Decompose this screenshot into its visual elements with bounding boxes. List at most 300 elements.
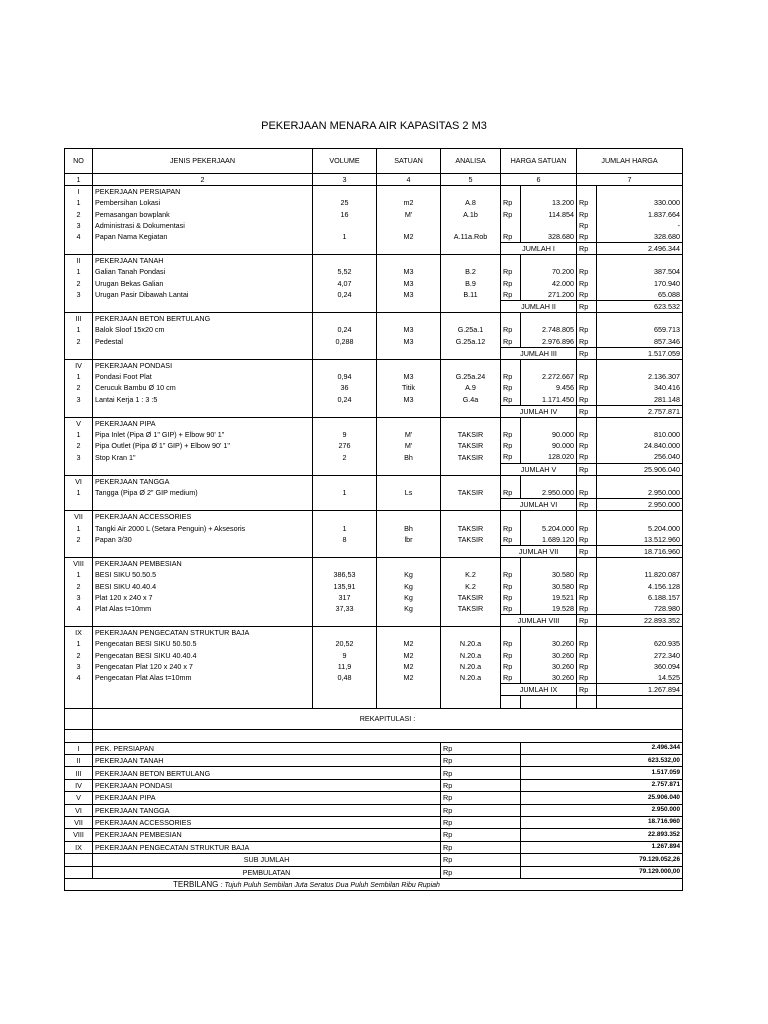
item-analysis: B.11 [441, 289, 501, 301]
empty-cell [577, 511, 597, 523]
item-unit-price: 1.689.120 [521, 534, 577, 546]
item-total-currency: Rp [577, 603, 597, 615]
section-total-label: JUMLAH IX [501, 684, 577, 696]
recap-currency: Rp [441, 816, 521, 828]
item-unit: Bh [377, 523, 441, 534]
empty-cell [597, 627, 683, 639]
rounded-currency: Rp [441, 866, 521, 878]
empty-cell [313, 313, 377, 325]
section-total-currency: Rp [577, 301, 597, 313]
empty-cell [501, 511, 521, 523]
item-unit-price: 30.260 [521, 650, 577, 661]
empty-cell [65, 684, 93, 696]
header-harga: HARGA SATUAN [501, 149, 577, 174]
item-analysis [441, 220, 501, 231]
item-volume: 16 [313, 209, 377, 220]
table-row [65, 440, 683, 451]
item-total-price: 281.148 [597, 394, 683, 406]
item-unit-price: 90.000 [521, 429, 577, 440]
empty-cell [577, 313, 597, 325]
recap-name: PEKERJAAN ACCESSORIES [93, 816, 441, 828]
section-header-row [65, 255, 683, 267]
item-unit: M2 [377, 672, 441, 684]
table-row [65, 324, 683, 335]
empty-cell [441, 360, 501, 372]
spacer-row [65, 729, 683, 742]
section-total-currency: Rp [577, 463, 597, 475]
section-total-currency: Rp [577, 546, 597, 558]
item-analysis: A.1b [441, 209, 501, 220]
empty-cell [501, 558, 521, 570]
recap-number: III [65, 767, 93, 779]
item-unit: Kg [377, 603, 441, 615]
section-total-row [65, 684, 683, 696]
recap-name: PEKERJAAN TANGGA [93, 804, 441, 816]
empty-cell [597, 255, 683, 267]
recap-number: I [65, 742, 93, 754]
item-unit-price: 30.260 [521, 672, 577, 684]
item-total-currency: Rp [577, 534, 597, 546]
item-number: 1 [65, 639, 93, 650]
item-volume: 0,48 [313, 672, 377, 684]
item-unit: M2 [377, 639, 441, 650]
header-jenis: JENIS PEKERJAAN [93, 149, 313, 174]
item-unit: M3 [377, 324, 441, 335]
item-total-currency: Rp [577, 581, 597, 592]
item-number: 1 [65, 371, 93, 382]
table-row [65, 220, 683, 231]
item-price-currency: Rp [501, 672, 521, 684]
item-volume: 2 [313, 452, 377, 464]
empty-cell [441, 499, 501, 511]
table-row [65, 534, 683, 546]
empty-cell [441, 255, 501, 267]
empty-cell [521, 255, 577, 267]
item-volume: 4,07 [313, 278, 377, 289]
empty-cell [65, 854, 93, 866]
item-name: Tangga (Pipa Ø 2" GIP medium) [93, 487, 313, 499]
item-price-currency: Rp [501, 440, 521, 451]
empty-cell [313, 417, 377, 429]
recap-row [65, 742, 683, 754]
item-unit-price: 19.521 [521, 592, 577, 603]
item-price-currency: Rp [501, 452, 521, 464]
item-volume: 11,9 [313, 661, 377, 672]
item-unit: M3 [377, 371, 441, 382]
item-unit-price: 2.976.896 [521, 336, 577, 348]
item-analysis: TAKSIR [441, 487, 501, 499]
empty-cell [93, 243, 313, 255]
empty-cell [377, 475, 441, 487]
recap-value: 2.757.871 [521, 779, 683, 791]
item-price-currency: Rp [501, 603, 521, 615]
item-name: Cerucuk Bambu Ø 10 cm [93, 382, 313, 393]
empty-cell [521, 511, 577, 523]
table-row [65, 569, 683, 580]
recap-number: IX [65, 841, 93, 853]
table-row [65, 209, 683, 220]
section-number: VI [65, 475, 93, 487]
empty-cell [521, 475, 577, 487]
section-header-row [65, 511, 683, 523]
item-total-price: 810.000 [597, 429, 683, 440]
item-name: Plat Alas t=10mm [93, 603, 313, 615]
recap-currency: Rp [441, 767, 521, 779]
empty-cell [377, 405, 441, 417]
item-name: Balok Sloof 15x20 cm [93, 324, 313, 335]
empty-cell [441, 684, 501, 696]
item-number: 1 [65, 487, 93, 499]
item-total-price: 4.156.128 [597, 581, 683, 592]
item-name: Plat 120 x 240 x 7 [93, 592, 313, 603]
item-analysis: N.20.a [441, 639, 501, 650]
item-number: 2 [65, 440, 93, 451]
item-number: 3 [65, 220, 93, 231]
table-row [65, 278, 683, 289]
empty-cell [377, 684, 441, 696]
recap-number: II [65, 755, 93, 767]
item-total-price: 24.840.000 [597, 440, 683, 451]
item-volume: 317 [313, 592, 377, 603]
empty-cell [65, 463, 93, 475]
section-total-row [65, 301, 683, 313]
empty-cell [313, 684, 377, 696]
empty-cell [65, 546, 93, 558]
item-name: Stop Kran 1" [93, 452, 313, 464]
item-analysis: N.20.a [441, 661, 501, 672]
recap-number: VIII [65, 829, 93, 841]
section-total-label: JUMLAH III [501, 347, 577, 359]
section-total-row [65, 546, 683, 558]
table-row [65, 382, 683, 393]
amount-in-words-row [65, 878, 683, 890]
item-number: 4 [65, 603, 93, 615]
empty-cell [377, 463, 441, 475]
item-number: 1 [65, 267, 93, 278]
recap-row [65, 804, 683, 816]
section-title: PEKERJAAN PIPA [93, 417, 313, 429]
item-name: Tangki Air 2000 L (Setara Penguin) + Aksesoris [93, 523, 313, 534]
colnum: 6 [501, 174, 577, 186]
recap-name: PEKERJAAN PENGECATAN STRUKTUR BAJA [93, 841, 441, 853]
item-price-currency: Rp [501, 289, 521, 301]
empty-cell [93, 499, 313, 511]
recap-currency: Rp [441, 829, 521, 841]
section-total-row [65, 499, 683, 511]
recap-name: PEKERJAAN BETON BERTULANG [93, 767, 441, 779]
empty-cell [313, 511, 377, 523]
item-volume: 1 [313, 487, 377, 499]
item-name: Pengecatan BESI SIKU 40.40.4 [93, 650, 313, 661]
item-unit-price: 30.260 [521, 661, 577, 672]
item-analysis: G.25a.24 [441, 371, 501, 382]
table-row [65, 394, 683, 406]
item-number: 2 [65, 581, 93, 592]
empty-cell [597, 186, 683, 198]
section-number: I [65, 186, 93, 198]
section-total-value: 1.517.059 [597, 347, 683, 359]
item-unit-price: 2.748.805 [521, 324, 577, 335]
item-unit-price: 19.528 [521, 603, 577, 615]
item-price-currency: Rp [501, 487, 521, 499]
section-total-value: 623.532 [597, 301, 683, 313]
recap-value: 623.532,00 [521, 755, 683, 767]
empty-cell [377, 558, 441, 570]
recap-name: PEKERJAAN PEMBESIAN [93, 829, 441, 841]
item-number: 1 [65, 429, 93, 440]
empty-cell [521, 186, 577, 198]
item-unit-price: 90.000 [521, 440, 577, 451]
empty-cell [441, 558, 501, 570]
colnum: 2 [93, 174, 313, 186]
empty-cell [313, 347, 377, 359]
section-total-currency: Rp [577, 243, 597, 255]
recap-value: 2.950.000 [521, 804, 683, 816]
section-title: PEKERJAAN PEMBESIAN [93, 558, 313, 570]
colnum: 1 [65, 174, 93, 186]
item-total-price: 728.980 [597, 603, 683, 615]
item-name: Urugan Pasir Dibawah Lantai [93, 289, 313, 301]
recap-number: V [65, 792, 93, 804]
item-analysis: A.8 [441, 197, 501, 208]
item-total-price: 340.416 [597, 382, 683, 393]
recap-row [65, 792, 683, 804]
section-header-row [65, 417, 683, 429]
item-name: Pemasangan bowplank [93, 209, 313, 220]
table-row [65, 523, 683, 534]
empty-cell [377, 546, 441, 558]
item-total-price: 13.512.960 [597, 534, 683, 546]
empty-cell [521, 558, 577, 570]
item-unit-price: 30.260 [521, 639, 577, 650]
item-unit: M3 [377, 336, 441, 348]
item-number: 4 [65, 672, 93, 684]
item-unit: M3 [377, 278, 441, 289]
empty-cell [65, 866, 93, 878]
item-number: 1 [65, 197, 93, 208]
recap-currency: Rp [441, 841, 521, 853]
empty-cell [377, 615, 441, 627]
item-analysis: TAKSIR [441, 523, 501, 534]
item-volume: 0,24 [313, 324, 377, 335]
empty-cell [577, 186, 597, 198]
item-price-currency: Rp [501, 639, 521, 650]
empty-cell [377, 301, 441, 313]
table-row [65, 592, 683, 603]
recap-currency: Rp [441, 779, 521, 791]
empty-cell [577, 417, 597, 429]
item-price-currency: Rp [501, 592, 521, 603]
item-volume: 0,24 [313, 289, 377, 301]
item-analysis: TAKSIR [441, 429, 501, 440]
item-total-price: 6.188.157 [597, 592, 683, 603]
item-total-price: 2.136.307 [597, 371, 683, 382]
recap-name: PEKERJAAN PIPA [93, 792, 441, 804]
empty-cell [377, 417, 441, 429]
item-number: 1 [65, 523, 93, 534]
empty-cell [597, 511, 683, 523]
empty-cell [501, 360, 521, 372]
item-price-currency: Rp [501, 429, 521, 440]
item-total-currency: Rp [577, 523, 597, 534]
recap-row [65, 767, 683, 779]
empty-cell [501, 417, 521, 429]
empty-cell [65, 729, 93, 742]
empty-cell [313, 243, 377, 255]
colnum: 4 [377, 174, 441, 186]
header-satuan: SATUAN [377, 149, 441, 174]
empty-cell [313, 615, 377, 627]
item-price-currency: Rp [501, 197, 521, 208]
recap-number: IV [65, 779, 93, 791]
table-row [65, 672, 683, 684]
empty-cell [501, 475, 521, 487]
item-analysis: K.2 [441, 569, 501, 580]
empty-cell [501, 696, 521, 708]
item-name: Pipa Inlet (Pipa Ø 1" GIP) + Elbow 90' 1" [93, 429, 313, 440]
section-total-label: JUMLAH VII [501, 546, 577, 558]
item-name: Urugan Bekas Galian [93, 278, 313, 289]
item-name: Pipa Outlet (Pipa Ø 1" GIP) + Elbow 90' 1" [93, 440, 313, 451]
item-number: 2 [65, 650, 93, 661]
section-title: PEKERJAAN TANGGA [93, 475, 313, 487]
item-price-currency: Rp [501, 661, 521, 672]
table-row [65, 336, 683, 348]
subtotal-value: 79.129.052,26 [521, 854, 683, 866]
recap-currency: Rp [441, 804, 521, 816]
item-total-price: 857.346 [597, 336, 683, 348]
item-total-currency: Rp [577, 382, 597, 393]
empty-cell [521, 360, 577, 372]
item-unit-price: 1.171.450 [521, 394, 577, 406]
item-total-currency: Rp [577, 429, 597, 440]
item-price-currency: Rp [501, 209, 521, 220]
item-name: Administrasi & Dokumentasi [93, 220, 313, 231]
item-number: 3 [65, 661, 93, 672]
item-volume: 8 [313, 534, 377, 546]
empty-cell [597, 417, 683, 429]
section-header-row [65, 627, 683, 639]
section-total-value: 1.267.894 [597, 684, 683, 696]
item-total-currency: Rp [577, 220, 597, 231]
item-analysis: TAKSIR [441, 592, 501, 603]
item-name: BESI SIKU 40.40.4 [93, 581, 313, 592]
item-number: 3 [65, 452, 93, 464]
recap-currency: Rp [441, 792, 521, 804]
item-name: Papan Nama Kegiatan [93, 231, 313, 243]
header-analisa: ANALISA [441, 149, 501, 174]
item-number: 2 [65, 278, 93, 289]
item-price-currency: Rp [501, 534, 521, 546]
item-unit: M' [377, 429, 441, 440]
empty-cell [313, 463, 377, 475]
item-total-currency: Rp [577, 440, 597, 451]
item-price-currency: Rp [501, 650, 521, 661]
empty-cell [597, 360, 683, 372]
empty-cell [441, 615, 501, 627]
item-total-price: 5.204.000 [597, 523, 683, 534]
table-row [65, 650, 683, 661]
empty-cell [377, 186, 441, 198]
item-volume: 20,52 [313, 639, 377, 650]
section-total-currency: Rp [577, 499, 597, 511]
item-analysis: A.9 [441, 382, 501, 393]
item-volume: 135,91 [313, 581, 377, 592]
item-volume: 25 [313, 197, 377, 208]
section-total-label: JUMLAH IV [501, 405, 577, 417]
item-price-currency: Rp [501, 278, 521, 289]
recap-row [65, 816, 683, 828]
recap-heading: REKAPITULASI : [93, 708, 683, 729]
item-name: Pedestal [93, 336, 313, 348]
empty-cell [377, 255, 441, 267]
empty-cell [597, 696, 683, 708]
item-volume: 1 [313, 523, 377, 534]
item-volume: 386,53 [313, 569, 377, 580]
section-number: IX [65, 627, 93, 639]
table-row [65, 661, 683, 672]
item-number: 2 [65, 382, 93, 393]
empty-cell [501, 186, 521, 198]
item-volume: 5,52 [313, 267, 377, 278]
section-total-label: JUMLAH I [501, 243, 577, 255]
empty-cell [313, 360, 377, 372]
item-name: BESI SIKU 50.50.5 [93, 569, 313, 580]
empty-cell [313, 546, 377, 558]
item-analysis: N.20.a [441, 650, 501, 661]
section-header-row [65, 475, 683, 487]
table-row [65, 639, 683, 650]
empty-cell [441, 405, 501, 417]
empty-cell [65, 708, 93, 729]
table-row [65, 289, 683, 301]
empty-cell [65, 243, 93, 255]
empty-cell [441, 301, 501, 313]
item-analysis: TAKSIR [441, 603, 501, 615]
item-total-price: 272.340 [597, 650, 683, 661]
item-total-price: 256.040 [597, 452, 683, 464]
item-volume [313, 220, 377, 231]
item-total-price: 659.713 [597, 324, 683, 335]
recap-row [65, 841, 683, 853]
section-total-label: JUMLAH V [501, 463, 577, 475]
empty-cell [441, 511, 501, 523]
item-name: Pengecatan Plat Alas t=10mm [93, 672, 313, 684]
empty-cell [577, 627, 597, 639]
section-total-row [65, 405, 683, 417]
recap-currency: Rp [441, 742, 521, 754]
empty-cell [521, 313, 577, 325]
item-unit-price: 271.200 [521, 289, 577, 301]
item-number: 2 [65, 534, 93, 546]
item-total-currency: Rp [577, 487, 597, 499]
empty-cell [377, 627, 441, 639]
recap-row [65, 829, 683, 841]
empty-cell [441, 546, 501, 558]
recap-name: PEK. PERSIAPAN [93, 742, 441, 754]
item-analysis: G.4a [441, 394, 501, 406]
rounded-label: PEMBULATAN [93, 866, 441, 878]
recap-subtotal-row [65, 854, 683, 866]
section-number: III [65, 313, 93, 325]
empty-cell [93, 729, 683, 742]
item-unit-price: 5.204.000 [521, 523, 577, 534]
section-total-row [65, 243, 683, 255]
item-unit: Bh [377, 452, 441, 464]
empty-cell [441, 475, 501, 487]
item-unit-price: 30.580 [521, 581, 577, 592]
empty-cell [93, 347, 313, 359]
